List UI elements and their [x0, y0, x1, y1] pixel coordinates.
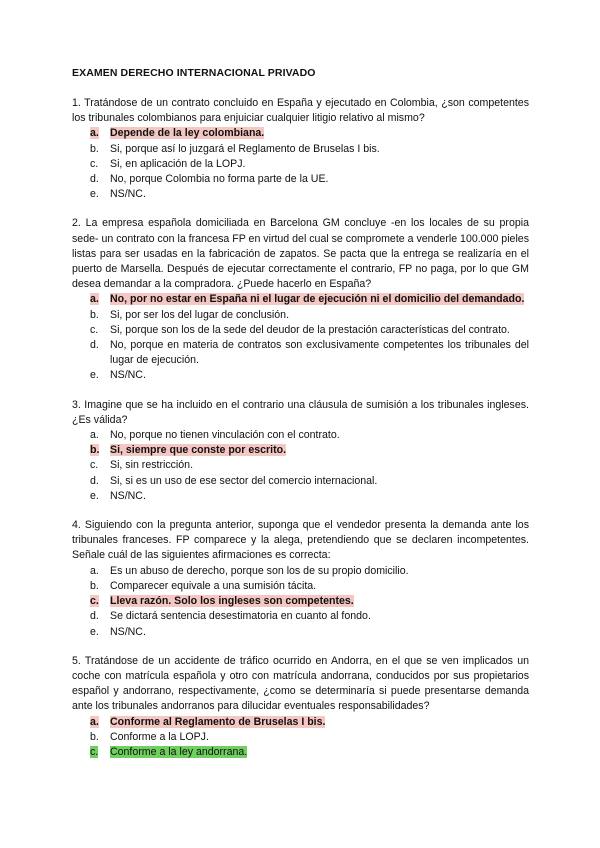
option-letter [72, 579, 110, 594]
option-letter [72, 745, 110, 760]
option-letter [72, 187, 110, 202]
question-list [72, 96, 529, 760]
option-letter [72, 458, 110, 473]
option-text [110, 323, 529, 338]
option-text-content: No, porque no tienen vinculación con el contrato. [110, 429, 340, 442]
option-text-content: Lleva razón. Solo los ingleses son competentes. [110, 595, 354, 608]
option-letter [72, 308, 110, 323]
answer-options [72, 428, 529, 504]
option-letter-text: e. [90, 489, 99, 502]
option-text-content: Conforme a la LOPJ. [110, 730, 209, 743]
option-text-content: Si, sin restricción. [110, 459, 194, 472]
answer-option [72, 428, 529, 443]
option-letter [72, 715, 110, 730]
option-letter-text: a. [90, 564, 99, 577]
answer-option [72, 594, 529, 609]
exam-title: EXAMEN DERECHO INTERNACIONAL PRIVADO [72, 67, 316, 79]
option-letter [72, 142, 110, 157]
option-letter [72, 609, 110, 624]
option-text [110, 368, 529, 383]
answer-option [72, 564, 529, 579]
option-text-content: NS/NC. [110, 625, 146, 638]
option-letter [72, 368, 110, 383]
option-letter [72, 625, 110, 640]
question-1 [72, 96, 529, 202]
option-letter [72, 564, 110, 579]
option-text-content: Depende de la ley colombiana. [110, 127, 265, 140]
option-text-content: NS/NC. [110, 188, 146, 201]
option-text [110, 308, 529, 323]
option-letter-text: e. [90, 188, 99, 201]
option-text [110, 609, 529, 624]
option-text [110, 338, 529, 368]
option-text-content: Si, por ser los del lugar de conclusión. [110, 308, 290, 321]
option-letter [72, 157, 110, 172]
option-text [110, 730, 529, 745]
question-text: 2. La empresa española domiciliada en Barcelona GM concluye -en los locales de su propia sede- un contrato con la francesa FP en virtud del cual se compromete a venderle 100.000 pieles listas para ser usadas en la fabricación de zapatos. Se pacta que la entrega se realizaría en el puerto de Marsella. Después de ejecutar correctamente el contrario, FP no paga, por lo que GM desea demandar a la compradora. ¿Puede hacerlo en España? [72, 217, 529, 291]
answer-option [72, 474, 529, 489]
option-letter-text: a. [90, 429, 99, 442]
option-letter-text: e. [90, 369, 99, 382]
answer-option [72, 730, 529, 745]
option-text [110, 292, 529, 307]
option-text [110, 489, 529, 504]
option-text-content: Conforme al Reglamento de Bruselas I bis. [110, 715, 326, 728]
answer-option [72, 609, 529, 624]
answer-option [72, 157, 529, 172]
option-letter [72, 474, 110, 489]
option-text-content: Si, si es un uso de ese sector del comercio internacional. [110, 474, 378, 487]
question-3 [72, 398, 529, 504]
option-text [110, 126, 529, 141]
question-text: 4. Siguiendo con la pregunta anterior, suponga que el vendedor presenta la demanda ante los tribunales franceses. FP comparece y la alega, pretendiendo que se declaren incompetentes. Señale cuál de las siguientes afirmaciones es correcta: [72, 519, 529, 562]
option-letter-text: b. [90, 308, 99, 321]
answer-option [72, 126, 529, 141]
option-letter-text: d. [90, 474, 99, 487]
question-5 [72, 654, 529, 760]
option-letter [72, 443, 110, 458]
answer-option [72, 323, 529, 338]
answer-option [72, 489, 529, 504]
option-text [110, 579, 529, 594]
option-letter [72, 594, 110, 609]
option-letter-text: c. [90, 459, 99, 472]
answer-option [72, 172, 529, 187]
option-text [110, 187, 529, 202]
answer-option [72, 745, 529, 760]
option-letter [72, 730, 110, 745]
option-text [110, 142, 529, 157]
option-text-content: No, por no estar en España ni el lugar de ejecución ni el domicilio del demandado. [110, 293, 525, 306]
answer-option [72, 292, 529, 307]
option-letter-text: a. [90, 293, 99, 306]
answer-option [72, 338, 529, 368]
answer-options [72, 292, 529, 383]
option-text [110, 625, 529, 640]
option-letter-text: e. [90, 625, 99, 638]
option-text-content: Si, siempre que conste por escrito. [110, 444, 287, 457]
option-letter [72, 338, 110, 368]
option-text-content: Si, porque así lo juzgará el Reglamento de Bruselas I bis. [110, 142, 380, 155]
answer-option [72, 142, 529, 157]
option-letter-text: c. [90, 595, 99, 608]
option-letter-text: b. [90, 444, 100, 457]
option-text-content: No, porque Colombia no forma parte de la UE. [110, 173, 329, 186]
option-letter-text: b. [90, 579, 99, 592]
option-letter-text: c. [90, 745, 99, 758]
question-text: 3. Imagine que se ha incluido en el contrario una cláusula de sumisión a los tribunales ingleses. ¿Es válida? [72, 398, 529, 426]
answer-option [72, 579, 529, 594]
option-text-content: Se dictará sentencia desestimatoria en cuanto al fondo. [110, 610, 371, 623]
option-text-content: No, porque en materia de contratos son exclusivamente competentes los tribunales del lugar de ejecución. [110, 339, 529, 367]
option-text [110, 594, 529, 609]
option-letter [72, 489, 110, 504]
option-text [110, 474, 529, 489]
option-letter [72, 323, 110, 338]
option-letter-text: d. [90, 610, 99, 623]
option-text [110, 458, 529, 473]
answer-option [72, 715, 529, 730]
option-letter-text: d. [90, 339, 99, 352]
question-2 [72, 216, 529, 383]
option-text-content: Si, en aplicación de la LOPJ. [110, 157, 246, 170]
option-text [110, 715, 529, 730]
answer-option [72, 308, 529, 323]
option-text [110, 172, 529, 187]
option-text-content: Es un abuso de derecho, porque son los de su propio domicilio. [110, 564, 409, 577]
answer-option [72, 625, 529, 640]
option-text-content: NS/NC. [110, 369, 146, 382]
option-letter-text: b. [90, 142, 99, 155]
answer-options [72, 564, 529, 640]
option-text [110, 443, 529, 458]
answer-option [72, 368, 529, 383]
option-text-content: Conforme a la ley andorrana. [110, 745, 248, 758]
option-letter-text: d. [90, 173, 99, 186]
option-letter-text: c. [90, 157, 99, 170]
question-text: 1. Tratándose de un contrato concluido en España y ejecutado en Colombia, ¿son competentes los tribunales colombianos para enjuiciar cualquier litigio relativo al mismo? [72, 97, 529, 125]
option-letter [72, 126, 110, 141]
answer-options [72, 715, 529, 761]
question-4 [72, 518, 529, 640]
option-letter [72, 292, 110, 307]
option-text [110, 745, 529, 760]
exam-page [72, 66, 529, 774]
option-letter-text: c. [90, 323, 99, 336]
option-letter [72, 428, 110, 443]
answer-option [72, 443, 529, 458]
option-text [110, 428, 529, 443]
answer-option [72, 187, 529, 202]
option-text [110, 564, 529, 579]
option-text-content: NS/NC. [110, 489, 146, 502]
option-letter-text: a. [90, 127, 99, 140]
option-text-content: Comparecer equivale a una sumisión tácita. [110, 579, 317, 592]
option-letter-text: b. [90, 730, 99, 743]
answer-option [72, 458, 529, 473]
option-text [110, 157, 529, 172]
option-letter-text: a. [90, 715, 99, 728]
option-letter [72, 172, 110, 187]
question-text: 5. Tratándose de un accidente de tráfico ocurrido en Andorra, en el que se ven implicados un coche con matrícula española y otro con matrícula andorrana, conducidos por sus propietarios español y andorrano, respectivamente, ¿como se determinaría si puede presentarse demanda ante los tribunales andorranos para dilucidar eventuales responsabilidades? [72, 654, 529, 713]
option-text-content: Si, porque son los de la sede del deudor de la prestación características del contrato. [110, 323, 510, 336]
answer-options [72, 126, 529, 202]
